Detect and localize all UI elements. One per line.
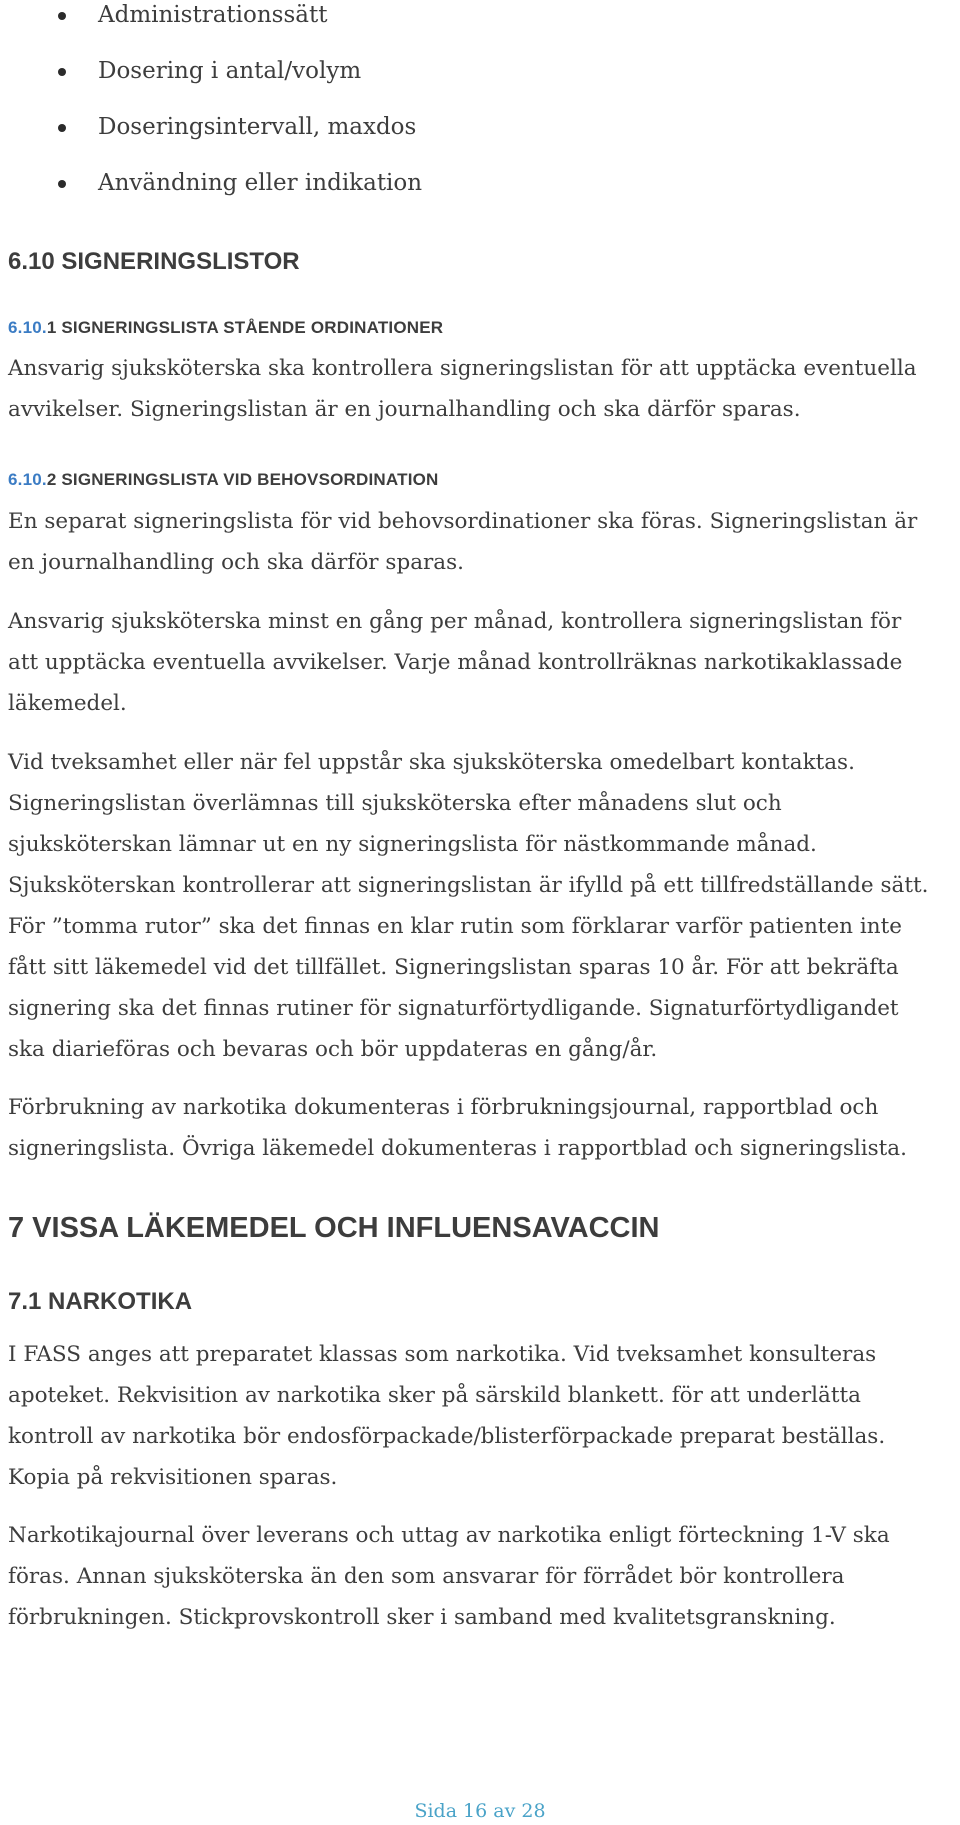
paragraph-7-1-a	[8, 1334, 954, 1498]
paragraph-line: Vid tveksamhet eller när fel uppstår ska sjuksköterska omedelbart kontaktas.	[8, 750, 855, 775]
paragraph-line: I FASS anges att preparatet klassas som narkotika. Vid tveksamhet konsulteras	[8, 1342, 877, 1367]
paragraph-6-10-2-b	[8, 601, 954, 724]
paragraph-line: avvikelser. Signeringslistan är en journalhandling och ska därför sparas.	[8, 397, 801, 422]
bullet-icon	[58, 180, 66, 188]
paragraph-line: kontroll av narkotika bör endosförpackade/blisterförpackade preparat beställas.	[8, 1424, 886, 1449]
section-heading-6-10: 6.10 SIGNERINGSLISTOR	[8, 248, 300, 275]
paragraph-line: föras. Annan sjuksköterska än den som ansvarar för förrådet bör kontrollera	[8, 1564, 845, 1589]
paragraph-6-10-2-c	[8, 742, 954, 1070]
paragraph-line: ska diarieföras och bevaras och bör uppdateras en gång/år.	[8, 1037, 658, 1062]
paragraph-line: Ansvarig sjuksköterska ska kontrollera signeringslistan för att upptäcka eventuella	[8, 356, 917, 381]
bullet-text: Administrationssätt	[98, 2, 328, 28]
page-number: Sida 16 av 28	[414, 1800, 546, 1822]
paragraph-line: Ansvarig sjuksköterska minst en gång per månad, kontrollera signeringslistan för	[8, 609, 902, 634]
paragraph-line: För ”tomma rutor” ska det finnas en klar rutin som förklarar varför patienten inte	[8, 914, 902, 939]
bullet-icon	[58, 68, 66, 76]
subsection-heading-6-10-2	[8, 470, 439, 490]
paragraph-line: fått sitt läkemedel vid det tillfället. Signeringslistan sparas 10 år. För att bekräfta	[8, 955, 899, 980]
heading-text: 2 SIGNERINGSLISTA VID BEHOVSORDINATION	[46, 470, 439, 489]
subsection-heading-7-1: 7.1 NARKOTIKA	[8, 1288, 193, 1315]
paragraph-6-10-2-d	[8, 1087, 954, 1169]
paragraph-line: Sjuksköterskan kontrollerar att signeringslistan är ifylld på ett tillfredställande sätt.	[8, 873, 929, 898]
paragraph-6-10-2-a	[8, 501, 954, 583]
bullet-text: Användning eller indikation	[98, 170, 423, 196]
paragraph-7-1-b	[8, 1515, 954, 1638]
paragraph-line: Förbrukning av narkotika dokumenteras i förbrukningsjournal, rapportblad och	[8, 1095, 879, 1120]
paragraph-line: Kopia på rekvisitionen sparas.	[8, 1465, 338, 1490]
paragraph-line: en journalhandling och ska därför sparas.	[8, 550, 464, 575]
paragraph-line: Signeringslistan överlämnas till sjuksköterska efter månadens slut och	[8, 791, 782, 816]
heading-number: 6.10.	[8, 470, 47, 489]
paragraph-line: signering ska det finnas rutiner för signaturförtydligande. Signaturförtydligandet	[8, 996, 899, 1021]
paragraph-line: förbrukningen. Stickprovskontroll sker i samband med kvalitetsgranskning.	[8, 1605, 836, 1630]
paragraph-line: apoteket. Rekvisition av narkotika sker på särskild blankett. för att underlätta	[8, 1383, 861, 1408]
heading-text: 1 SIGNERINGSLISTA STÅENDE ORDINATIONER	[46, 318, 444, 337]
bullet-icon	[58, 124, 66, 132]
paragraph-line: En separat signeringslista för vid behovsordinationer ska föras. Signeringslistan är	[8, 509, 918, 534]
paragraph-line: Narkotikajournal över leverans och uttag av narkotika enligt förteckning 1-V ska	[8, 1523, 890, 1548]
heading-number: 6.10.	[8, 318, 47, 337]
paragraph-line: sjuksköterskan lämnar ut en ny signeringslista för nästkommande månad.	[8, 832, 817, 857]
paragraph-line: att upptäcka eventuella avvikelser. Varje månad kontrollräknas narkotikaklassade	[8, 650, 903, 675]
subsection-heading-6-10-1	[8, 318, 443, 338]
paragraph-line: signeringslista. Övriga läkemedel dokumenteras i rapportblad och signeringslista.	[8, 1136, 907, 1161]
bullet-text: Doseringsintervall, maxdos	[98, 114, 417, 140]
paragraph-line: läkemedel.	[8, 691, 127, 716]
paragraph-6-10-1	[8, 348, 954, 430]
section-heading-7: 7 VISSA LÄKEMEDEL OCH INFLUENSAVACCIN	[8, 1212, 660, 1244]
bullet-text: Dosering i antal/volym	[98, 58, 362, 84]
bullet-icon	[58, 12, 66, 20]
